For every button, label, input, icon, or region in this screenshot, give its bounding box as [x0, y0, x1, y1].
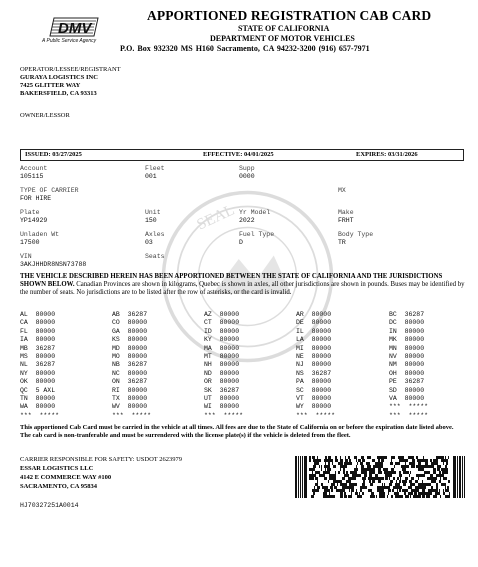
- jurisdiction-entry: KY 80000: [204, 336, 240, 344]
- jurisdiction-entry: PA 80000: [296, 378, 332, 386]
- jurisdiction-entry: MK 80000: [389, 336, 425, 344]
- jurisdiction-entry: ND 80000: [204, 369, 240, 377]
- mx-label: MX: [338, 187, 346, 194]
- jurisdiction-entry: *** *****: [389, 411, 429, 419]
- jurisdiction-entry: *** *****: [389, 403, 429, 411]
- pdf417-barcode: [295, 456, 465, 498]
- supp-value: 0000: [239, 173, 255, 180]
- jurisdiction-entry: QC 5 AXL: [20, 386, 56, 394]
- jurisdiction-entry: AR 80000: [296, 311, 332, 318]
- jurisdiction-entry: NB 36287: [112, 361, 148, 369]
- jurisdiction-entry: VA 80000: [389, 395, 425, 402]
- jurisdiction-entry: CO 80000: [112, 319, 148, 327]
- apportionment-statement: [20, 273, 465, 297]
- fuel-value: D: [239, 239, 243, 246]
- jurisdiction-entry: MS 80000: [20, 353, 56, 360]
- jurisdiction-entry: MT 80000: [204, 353, 240, 360]
- jurisdiction-entry: NE 80000: [296, 353, 332, 360]
- jurisdiction-entry: MI 80000: [296, 344, 332, 352]
- jurisdiction-entry: AL 80000: [20, 311, 56, 318]
- jurisdiction-entry: KS 80000: [112, 336, 148, 344]
- unladen-label: Unladen Wt: [20, 231, 60, 238]
- apportionment-statement-detail: Canadian Provinces are shown in kilograms, Quebec is shown in axles, all other jurisdictions are shown in pounds. Buses may be identified by the number of seats. No jurisdictions are to be listed after the row of asterisks, or the card is invalid.: [20, 281, 465, 296]
- jurisdiction-entry: NM 80000: [389, 361, 425, 369]
- fuel-label: Fuel Type: [239, 231, 275, 238]
- jurisdiction-entry: ID 80000: [204, 327, 240, 335]
- jurisdiction-entry: NL 36287: [20, 361, 56, 369]
- yr-model-value: 2022: [239, 217, 255, 224]
- vin-label: VIN: [20, 253, 32, 260]
- jurisdiction-entry: WI 80000: [204, 403, 240, 411]
- document-title: APPORTIONED REGISTRATION CAB CARD: [147, 8, 432, 23]
- department-name: DEPARTMENT OF MOTOR VEHICLES: [210, 34, 355, 43]
- jurisdiction-entry: TN 80000: [20, 395, 56, 402]
- jurisdiction-entry: MD 80000: [112, 344, 148, 352]
- jurisdiction-entry: VT 80000: [296, 395, 332, 402]
- apportionment-statement-bold: THE VEHICLE DESCRIBED HEREIN HAS BEEN APPORTIONED BETWEEN THE STATE OF CALIFORNIA AND THE JURISDICTIONS SHOWN BELOW.: [20, 273, 443, 288]
- jurisdiction-entry: SK 36287: [204, 386, 240, 394]
- jurisdiction-entry: NV 80000: [389, 353, 425, 360]
- cab-card-notice: This apportioned Cab Card must be carried in the vehicle at all times. All fees are due to the State of California on or before the expiration date listed above. The cab card is non-tranferable and must be surrendered with the license plate(s) if the vehicle is deleted from the fleet.: [20, 424, 454, 439]
- jurisdiction-entry: GA 80000: [112, 327, 148, 335]
- dates-box: [20, 149, 464, 161]
- department-address: P.O. Box 932320 MS H160 Sacramento, CA 94232-3200 (916) 657-7971: [120, 44, 370, 53]
- fleet-value: 001: [145, 173, 157, 180]
- jurisdiction-entry: NC 80000: [112, 369, 148, 377]
- jurisdiction-entry: PE 36287: [389, 378, 425, 386]
- jurisdiction-entry: OH 80000: [389, 369, 425, 377]
- jurisdiction-entry: OR 80000: [204, 378, 240, 386]
- jurisdiction-entry: DC 80000: [389, 319, 425, 327]
- carrier-name: ESSAR LOGISTICS LLC: [20, 465, 94, 472]
- jurisdiction-entry: SC 80000: [296, 386, 332, 394]
- state-name: STATE OF CALIFORNIA: [238, 24, 330, 33]
- jurisdiction-entry: MN 80000: [389, 344, 425, 352]
- jurisdiction-entry: *** *****: [296, 411, 336, 419]
- jurisdiction-entry: OK 80000: [20, 378, 56, 386]
- jurisdiction-entry: DE 80000: [296, 319, 332, 327]
- jurisdiction-entry: TX 80000: [112, 395, 148, 402]
- owner-label: OWNER/LESSOR: [20, 112, 70, 119]
- unit-value: 150: [145, 217, 157, 224]
- jurisdiction-entry: WY 80000: [296, 403, 332, 411]
- carrier-safety-label: CARRIER RESPONSIBLE FOR SAFETY: USDOT 2623979: [20, 456, 182, 463]
- jurisdiction-entry: MB 36287: [20, 344, 56, 352]
- axles-value: 03: [145, 239, 153, 246]
- account-value: 105115: [20, 173, 44, 180]
- yr-model-label: Yr Model: [239, 209, 271, 216]
- carrier-type-label: TYPE OF CARRIER: [20, 187, 79, 194]
- body-value: TR: [338, 239, 346, 246]
- jurisdiction-entry: UT 80000: [204, 395, 240, 402]
- jurisdiction-entry: WV 80000: [112, 403, 148, 411]
- control-number: HJ70327251A0014: [20, 502, 79, 509]
- account-label: Account: [20, 165, 48, 172]
- cab-card-document: [10, 4, 471, 562]
- fleet-label: Fleet: [145, 165, 165, 172]
- jurisdiction-entry: ON 36287: [112, 378, 148, 386]
- seats-label: Seats: [145, 253, 165, 260]
- jurisdiction-entry: AZ 80000: [204, 311, 240, 318]
- jurisdiction-entry: IL 80000: [296, 327, 332, 335]
- expires-date: EXPIRES: 03/31/2026: [356, 151, 418, 158]
- vin-value: 3AKJHHDR8NSN73788: [20, 261, 87, 268]
- jurisdiction-entry: RI 80000: [112, 386, 148, 394]
- svg-text:DMV: DMV: [58, 20, 92, 37]
- jurisdiction-entry: *** *****: [112, 411, 152, 419]
- jurisdiction-entry: NY 80000: [20, 369, 56, 377]
- make-value: FRHT: [338, 217, 354, 224]
- registrant-street: 7425 GLITTER WAY: [20, 82, 81, 89]
- body-label: Body Type: [338, 231, 374, 238]
- jurisdiction-entry: NS 36287: [296, 369, 332, 377]
- registrant-name: GURAYA LOGISTICS INC: [20, 74, 98, 81]
- registrant-city: BAKERSFIELD, CA 93313: [20, 90, 97, 97]
- unit-label: Unit: [145, 209, 161, 216]
- agency-tagline: A Public Service Agency: [42, 38, 97, 44]
- jurisdiction-entry: MO 80000: [112, 353, 148, 360]
- plate-label: Plate: [20, 209, 40, 216]
- registrant-label: OPERATOR/LESSEE/REGISTRANT: [20, 66, 121, 73]
- jurisdiction-entry: CT 80000: [204, 319, 240, 327]
- effective-date: EFFECTIVE: 04/01/2025: [203, 151, 274, 158]
- jurisdiction-entry: MA 80000: [204, 344, 240, 352]
- jurisdiction-entry: NH 80000: [204, 361, 240, 369]
- jurisdiction-entry: IN 80000: [389, 327, 425, 335]
- supp-label: Supp: [239, 165, 255, 172]
- jurisdiction-entry: BC 36287: [389, 311, 425, 318]
- jurisdiction-grid: [20, 311, 470, 423]
- jurisdiction-entry: CA 80000: [20, 319, 56, 327]
- carrier-type-value: FOR HIRE: [20, 195, 52, 202]
- axles-label: Axles: [145, 231, 165, 238]
- jurisdiction-entry: *** *****: [204, 411, 244, 419]
- dmv-logo: [48, 16, 100, 38]
- svg-text:SEAL: SEAL: [194, 201, 238, 234]
- jurisdiction-entry: LA 80000: [296, 336, 332, 344]
- jurisdiction-entry: AB 36287: [112, 311, 148, 318]
- jurisdiction-entry: NJ 80000: [296, 361, 332, 369]
- carrier-city: SACRAMENTO, CA 95834: [20, 483, 97, 490]
- jurisdiction-entry: WA 80000: [20, 403, 56, 411]
- jurisdiction-entry: IA 80000: [20, 336, 56, 344]
- jurisdiction-entry: FL 80000: [20, 327, 56, 335]
- make-label: Make: [338, 209, 354, 216]
- plate-value: YP14929: [20, 217, 48, 224]
- jurisdiction-entry: *** *****: [20, 411, 60, 419]
- jurisdiction-entry: SD 80000: [389, 386, 425, 394]
- carrier-street: 4142 E COMMERCE WAY #100: [20, 474, 112, 481]
- issued-date: ISSUED: 03/27/2025: [25, 151, 82, 158]
- unladen-value: 17500: [20, 239, 40, 246]
